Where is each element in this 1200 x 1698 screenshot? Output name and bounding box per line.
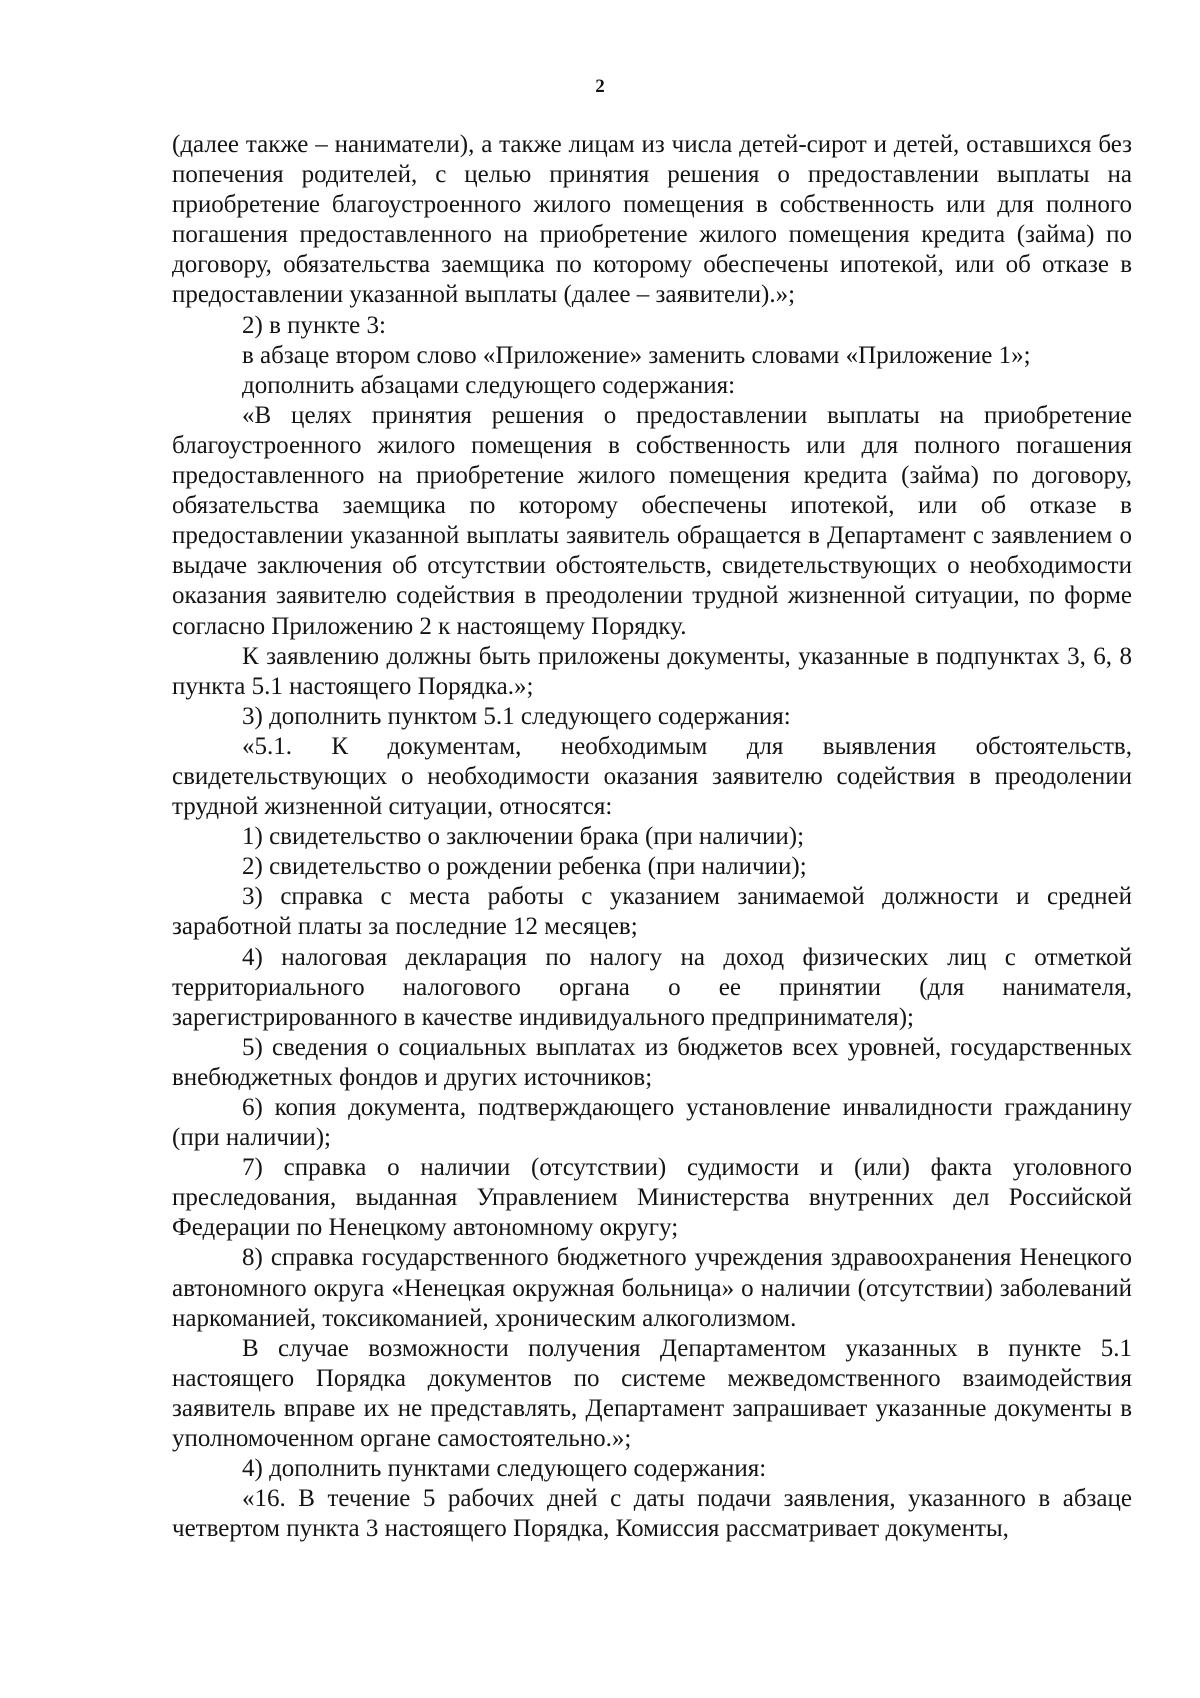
- list-item: 5) сведения о социальных выплатах из бюджетов всех уровней, государственных внебюджетных фондов и других источников;: [172, 1033, 1132, 1091]
- paragraph: «16. В течение 5 рабочих дней с даты подачи заявления, указанного в абзаце четвертом пункта 3 настоящего Порядка, Комиссия рассматривает документы,: [172, 1485, 1132, 1543]
- paragraph: К заявлению должны быть приложены документы, указанные в подпунктах 3, 6, 8 пункта 5.1 настоящего Порядка.»;: [172, 642, 1132, 700]
- list-item: 3) справка с места работы с указанием занимаемой должности и средней заработной платы за последние 12 месяцев;: [172, 883, 1132, 941]
- list-item: 6) копия документа, подтверждающего установление инвалидности гражданину (при наличии);: [172, 1094, 1132, 1152]
- page-number: 2: [595, 76, 605, 97]
- list-item: 8) справка государственного бюджетного учреждения здравоохранения Ненецкого автономного округа «Ненецкая окружная больница» о наличии (отсутствии) заболеваний наркоманией, токсикоманией, хроническим алкоголизмом.: [172, 1244, 1132, 1332]
- paragraph: дополнить абзацами следующего содержания:: [242, 371, 736, 399]
- list-item: 2) свидетельство о рождении ребенка (при наличии);: [242, 853, 807, 881]
- list-item: 1) свидетельство о заключении брака (при наличии);: [242, 823, 805, 851]
- paragraph: 2) в пункте 3:: [242, 311, 386, 339]
- document-body: [172, 130, 1132, 1544]
- paragraph: 3) дополнить пунктом 5.1 следующего содержания:: [242, 702, 791, 730]
- paragraph: В случае возможности получения Департаментом указанных в пункте 5.1 настоящего Порядка документов по системе межведомственного взаимодействия заявитель вправе их не представлять, Департамент запрашивает указанные документы в уполномоченном органе самостоятельно.»;: [172, 1334, 1132, 1453]
- paragraph: (далее также – наниматели), а также лицам из числа детей-сирот и детей, оставшихся без попечения родителей, с целью принятия решения о предоставлении выплаты на приобретение благоустроенного жилого помещения в собственность или для полного погашения предоставленного на приобретение жилого помещения кредита (займа) по договору, обязательства заемщика по которому обеспечены ипотекой, или об отказе в предоставлении указанной выплаты (далее – заявители).»;: [172, 131, 1132, 309]
- paragraph: 4) дополнить пунктами следующего содержания:: [242, 1455, 767, 1483]
- paragraph: в абзаце втором слово «Приложение» заменить словами «Приложение 1»;: [242, 341, 1031, 369]
- paragraph: «В целях принятия решения о предоставлении выплаты на приобретение благоустроенного жилого помещения в собственность или для полного погашения предоставленного на приобретение жилого помещения кредита (займа) по договору, обязательства заемщика по которому обеспечены ипотекой, или об отказе в предоставлении указанной выплаты заявитель обращается в Департамент с заявлением о выдаче заключения об отсутствии обстоятельств, свидетельствующих о необходимости оказания заявителю содействия в преодолении трудной жизненной ситуации, по форме согласно Приложению 2 к настоящему Порядку.: [172, 401, 1132, 640]
- paragraph: «5.1. К документам, необходимым для выявления обстоятельств, свидетельствующих о необходимости оказания заявителю содействия в преодолении трудной жизненной ситуации, относятся:: [172, 732, 1132, 821]
- list-item: 7) справка о наличии (отсутствии) судимости и (или) факта уголовного преследования, выданная Управлением Министерства внутренних дел Российской Федерации по Ненецкому автономному округу;: [172, 1154, 1132, 1242]
- list-item: 4) налоговая декларация по налогу на доход физических лиц с отметкой территориального налогового органа о ее принятии (для нанимателя, зарегистрированного в качестве индивидуального предпринимателя);: [172, 943, 1132, 1031]
